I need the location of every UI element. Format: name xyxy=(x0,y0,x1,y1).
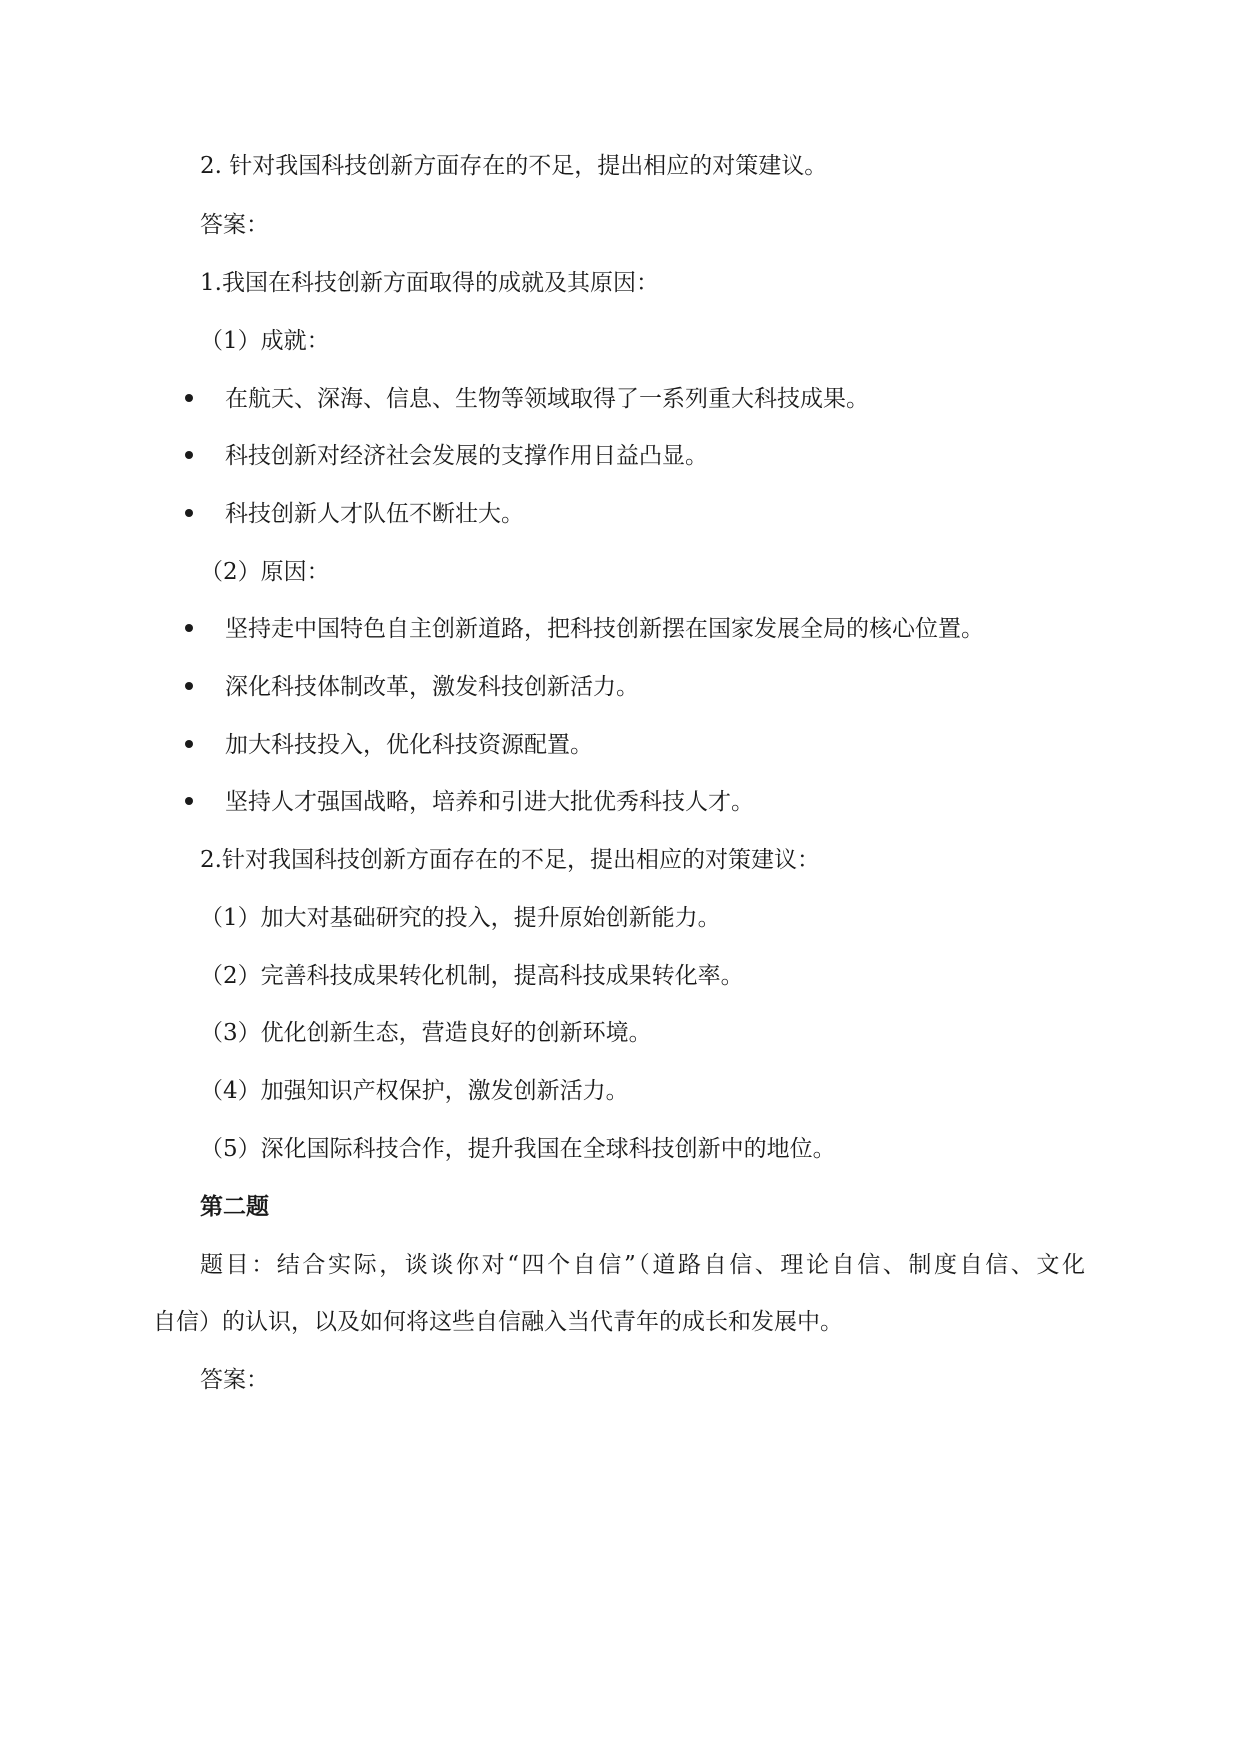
list-item-text: 科技创新人才队伍不断壮大。 xyxy=(225,501,524,527)
list-item: （2）完善科技成果转化机制，提高科技成果转化率。 xyxy=(200,963,744,989)
bullet-icon xyxy=(185,624,193,632)
list-item: （4）加强知识产权保护，激发创新活力。 xyxy=(200,1078,629,1104)
list-item: （1）加大对基础研究的投入，提升原始创新能力。 xyxy=(200,905,721,931)
list-item xyxy=(185,441,708,471)
list-item-text: 在航天、深海、信息、生物等领域取得了一系列重大科技成果。 xyxy=(225,386,869,412)
bullet-icon xyxy=(185,451,193,459)
answer-label: 答案： xyxy=(200,212,269,238)
achievements-subheading: （1）成就： xyxy=(200,328,330,354)
list-item-text: 科技创新对经济社会发展的支撑作用日益凸显。 xyxy=(225,443,708,469)
list-item-text: 坚持人才强国战略，培养和引进大批优秀科技人才。 xyxy=(225,789,754,815)
list-item-text: 坚持走中国特色自主创新道路，把科技创新摆在国家发展全局的核心位置。 xyxy=(225,616,984,642)
answer-1-heading: 1.我国在科技创新方面取得的成就及其原因： xyxy=(200,270,659,296)
topic-text-line-2: 自信）的认识，以及如何将这些自信融入当代青年的成长和发展中。 xyxy=(153,1309,843,1335)
list-item xyxy=(185,614,984,644)
list-item xyxy=(185,384,869,414)
list-item xyxy=(185,672,639,702)
list-item-text: 加大科技投入，优化科技资源配置。 xyxy=(225,732,593,758)
bullet-icon xyxy=(185,682,193,690)
bullet-icon xyxy=(185,509,193,517)
answer-2-heading: 2.针对我国科技创新方面存在的不足，提出相应的对策建议： xyxy=(200,847,820,873)
question-2-prompt: 2. 针对我国科技创新方面存在的不足，提出相应的对策建议。 xyxy=(200,153,828,179)
reasons-subheading: （2）原因： xyxy=(200,559,330,585)
bullet-icon xyxy=(185,740,193,748)
list-item xyxy=(185,787,754,817)
answer-label: 答案： xyxy=(200,1367,269,1393)
section-title: 第二题 xyxy=(200,1193,269,1220)
topic-text-line-1: 题目：结合实际，谈谈你对“四个自信”（道路自信、理论自信、制度自信、文化 xyxy=(200,1252,1085,1278)
list-item xyxy=(185,730,593,760)
list-item: （5）深化国际科技合作，提升我国在全球科技创新中的地位。 xyxy=(200,1136,836,1162)
list-item: （3）优化创新生态，营造良好的创新环境。 xyxy=(200,1020,652,1046)
bullet-icon xyxy=(185,394,193,402)
list-item xyxy=(185,499,524,529)
bullet-icon xyxy=(185,797,193,805)
list-item-text: 深化科技体制改革，激发科技创新活力。 xyxy=(225,674,639,700)
